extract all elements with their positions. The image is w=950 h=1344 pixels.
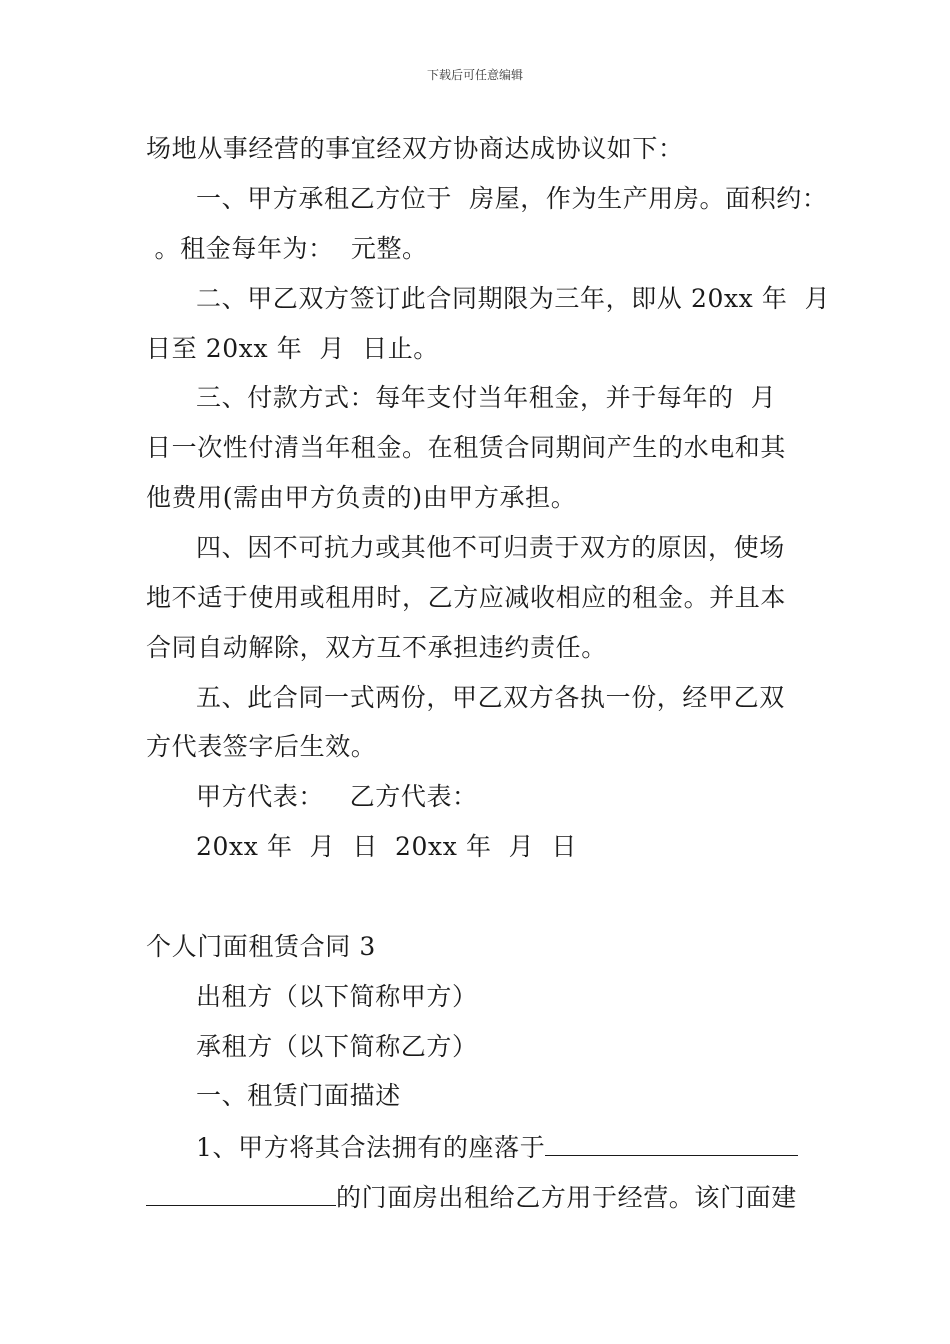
location-blank-2 <box>146 1181 336 1206</box>
article-1-item-1-text-cont: 的门面房出租给乙方用于经营。该门面建 <box>336 1183 797 1212</box>
clause-5-line-1: 五、此合同一式两份，甲乙双方各执一份，经甲乙双 <box>196 683 785 712</box>
clause-1-line-1: 一、甲方承租乙方位于 房屋，作为生产用房。面积约： <box>196 184 828 213</box>
article-1-item-1-text: 1、甲方将其合法拥有的座落于 <box>196 1133 546 1162</box>
clause-2-line-2: 日至 20xx 年 月 日止。 <box>146 334 439 363</box>
clause-4-line-2: 地不适于使用或租用时，乙方应减收相应的租金。并且本 <box>146 583 787 612</box>
location-blank-1 <box>545 1131 798 1156</box>
article-1-item-1-line-2 <box>146 1181 797 1213</box>
article-1-heading: 一、租赁门面描述 <box>196 1081 401 1110</box>
clause-4-line-3: 合同自动解除，双方互不承担违约责任。 <box>146 633 607 662</box>
clause-3-line-3: 他费用(需由甲方负责的)由甲方承担。 <box>146 483 577 512</box>
clause-1-line-2: 。租金每年为： 元整。 <box>146 234 428 263</box>
lessee-line: 承租方（以下简称乙方） <box>196 1032 478 1061</box>
clause-4-line-1: 四、因不可抗力或其他不可归责于双方的原因，使场 <box>196 533 785 562</box>
section-title: 个人门面租赁合同 3 <box>146 932 376 961</box>
signature-representatives: 甲方代表： 乙方代表： <box>196 782 478 811</box>
clause-3-line-1: 三、付款方式：每年支付当年租金，并于每年的 月 <box>196 383 777 412</box>
page-header: 下载后可任意编辑 <box>426 68 523 82</box>
body-line-1: 场地从事经营的事宜经双方协商达成协议如下： <box>146 134 684 163</box>
clause-5-line-2: 方代表签字后生效。 <box>146 732 377 761</box>
clause-2-line-1: 二、甲乙双方签订此合同期限为三年，即从 20xx 年 月 <box>196 284 831 313</box>
lessor-line: 出租方（以下简称甲方） <box>196 982 478 1011</box>
signature-dates: 20xx 年 月 日 20xx 年 月 日 <box>196 832 577 861</box>
article-1-item-1-line-1 <box>196 1131 798 1163</box>
clause-3-line-2: 日一次性付清当年租金。在租赁合同期间产生的水电和其 <box>146 433 787 462</box>
